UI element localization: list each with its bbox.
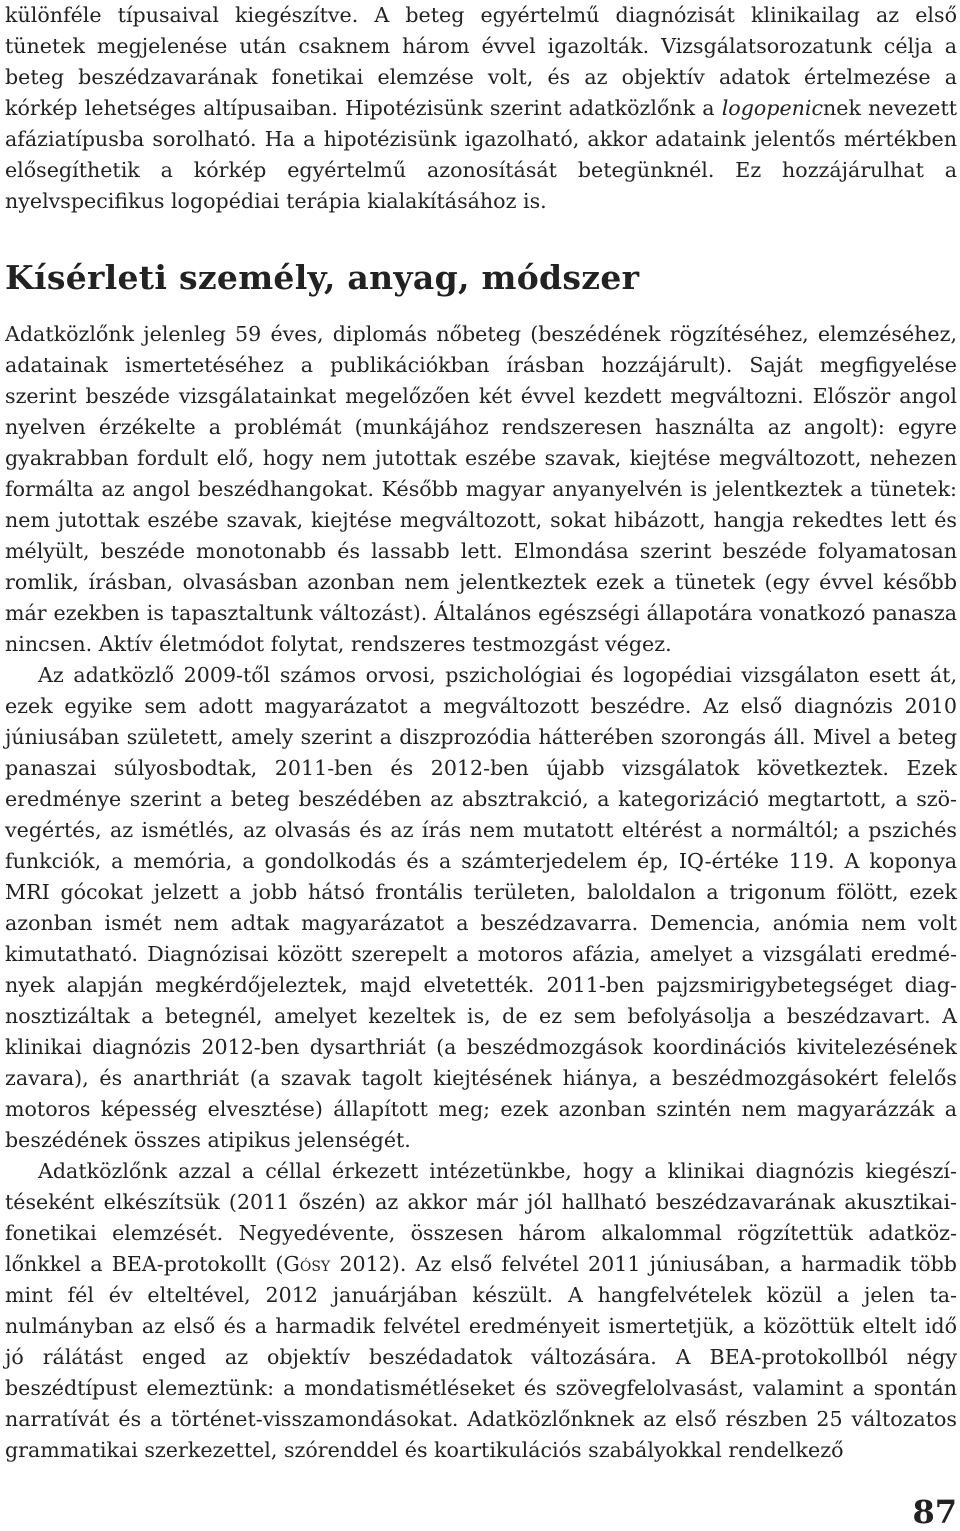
section-paragraph-2: Az adatközlő 2009-től számos orvosi, pszichológiai és logopédiai vizsgálaton esett át, ezek egyike sem adott magyarázatot a megváltozott beszédre. Az első diagnózis 2010 júniusában született, amely szerint a diszprozódia hátterében szorongás áll. Mivel a beteg panaszai súlyosbodtak, 2011-ben és 2012-ben újabb vizsgálatok következtek. Ezek eredménye szerint a beteg beszédében az absztrakció, a kategorizáció megtartott, a szövegértés, az ismétlés, az olvasás és az írás nem mutatott eltérést a normáltól; a pszichés funkciók, a memória, a gondolkodás és a számterjedelem ép, IQ-értéke 119. A koponya MRI gócokat jelzett a jobb hátsó frontális területen, baloldalon a trigonum fölött, ezek azonban ismét nem adtak magyarázatot a beszédzavarra. Demencia, anómia nem volt kimutatható. Diagnózisai között szerepelt a motoros afázia, amelyet a vizsgálati eredmények alapján megkérdőjeleztek, majd elvetették. 2011-ben pajzsmirigybetegséget diagnosztizáltak a betegnél, amelyet kezeltek is, de ez sem befolyásolja a beszédzavart. A klinikai diagnózis 2012-ben dysarthriát (a beszédmozgások koordinációs kivitelezésének zavara), és anarthriát (a szavak tagolt kiejtésének hiánya, a beszédmozgásokért felelős motoros képesség elvesztése) állapított meg; ezek azonban szintén nem magyarázzák a beszédének összes atipikus jelenségét. (5, 663, 957, 1152)
section-paragraph-1: Adatközlőnk jelenleg 59 éves, diplomás nőbeteg (beszédének rögzítéséhez, elemzéséhez, adatainak ismertetéséhez a publikációkban írásban hozzájárult). Saját megfigyelése szerint beszéde vizsgálatainkat megelőzően két évvel kezdett megváltozni. Először angol nyelven érzékelte a problémát (munkájához rendszeresen használta az angolt): egyre gyakrabban fordult elő, hogy nem jutottak eszébe szavak, kiejtése megváltozott, nehezen formálta az angol beszédhangokat. Később magyar anyanyelvén is jelentkeztek a tünetek: nem jutottak eszébe szavak, kiejtése megváltozott, sokat hibázott, hangja rekedtes lett és mélyült, beszéde monotonabb és lassabb lett. Elmondása szerint beszéde folyamatosan romlik, írásban, olvasásban azonban nem jelentkeztek ezek a tünetek (egy évvel később már ezekben is tapasztaltunk változást). Általános egészségi állapotára vonatkozó panasza nincsen. Aktív életmódot folytat, rendszeres testmozgást végez. (5, 322, 957, 656)
section-paragraph-3-text-b: 2012). Az első felvétel 2011 júniusában, a harmadik több mint fél év elteltével, 2012 januárjában készült. A hangfelvételek közül a jelen tanulmányban az első és a harmadik felvétel eredményeit ismertetjük, a közöttük eltelt idő jó rálátást enged az objektív beszédadatok változására. A BEA-protokollból négy beszédtípust elemeztünk: a mondatismétléseket és szövegfelolvasást, valamint a spontán narratívát és a történet-visszamondásokat. Adatközlőnknek az első részben 25 változatos grammatikai szerkezettel, szórenddel és koartikulációs szabályokkal rendelkező (5, 1252, 957, 1462)
intro-paragraph (5, 0, 957, 217)
page-number: 87 (912, 1493, 957, 1531)
intro-italic-term: logopenic (721, 96, 824, 120)
intro-text-a: különféle típusaival kiegészítve. A beteg egyértelmű diagnózisát klinikailag az első tünetek megjelenése után csaknem három évvel igazolták. Vizsgálatsorozatunk célja a beteg beszédzavarának fonetikai elemzése volt, és az objektív adatok értelmezése a kórkép lehetséges altípusaiban. Hipotézisünk szerint adatközlőnk a (5, 3, 957, 120)
section-heading: Kísérleti személy, anyag, módszer (5, 258, 640, 297)
section-paragraph-3-text-a: Adatközlőnk azzal a céllal érkezett intézetünkbe, hogy a klinikai diagnózis kiegészítéseként elkészítsük (2011 őszén) az akkor már jól hallható beszédzavarának akusztikai-fonetikai elemzését. Negyedévente, összesen három alkalommal rögzítettük adatközlőnkkel a BEA-protokollt ( (5, 1159, 957, 1276)
section-paragraph-3 (5, 1156, 957, 1466)
page-body (5, 0, 957, 1466)
intro-text-b: nek nevezett afáziatípusba sorolható. Ha a hipotézisünk igazolható, akkor adataink jelentős mértékben elősegíthetik a kórkép egyértelmű azonosítását betegünknél. Ez hozzájárulhat a nyelvspecifikus logopédiai terápia kialakításához is. (5, 96, 958, 213)
citation-author: Gósy (283, 1252, 331, 1276)
